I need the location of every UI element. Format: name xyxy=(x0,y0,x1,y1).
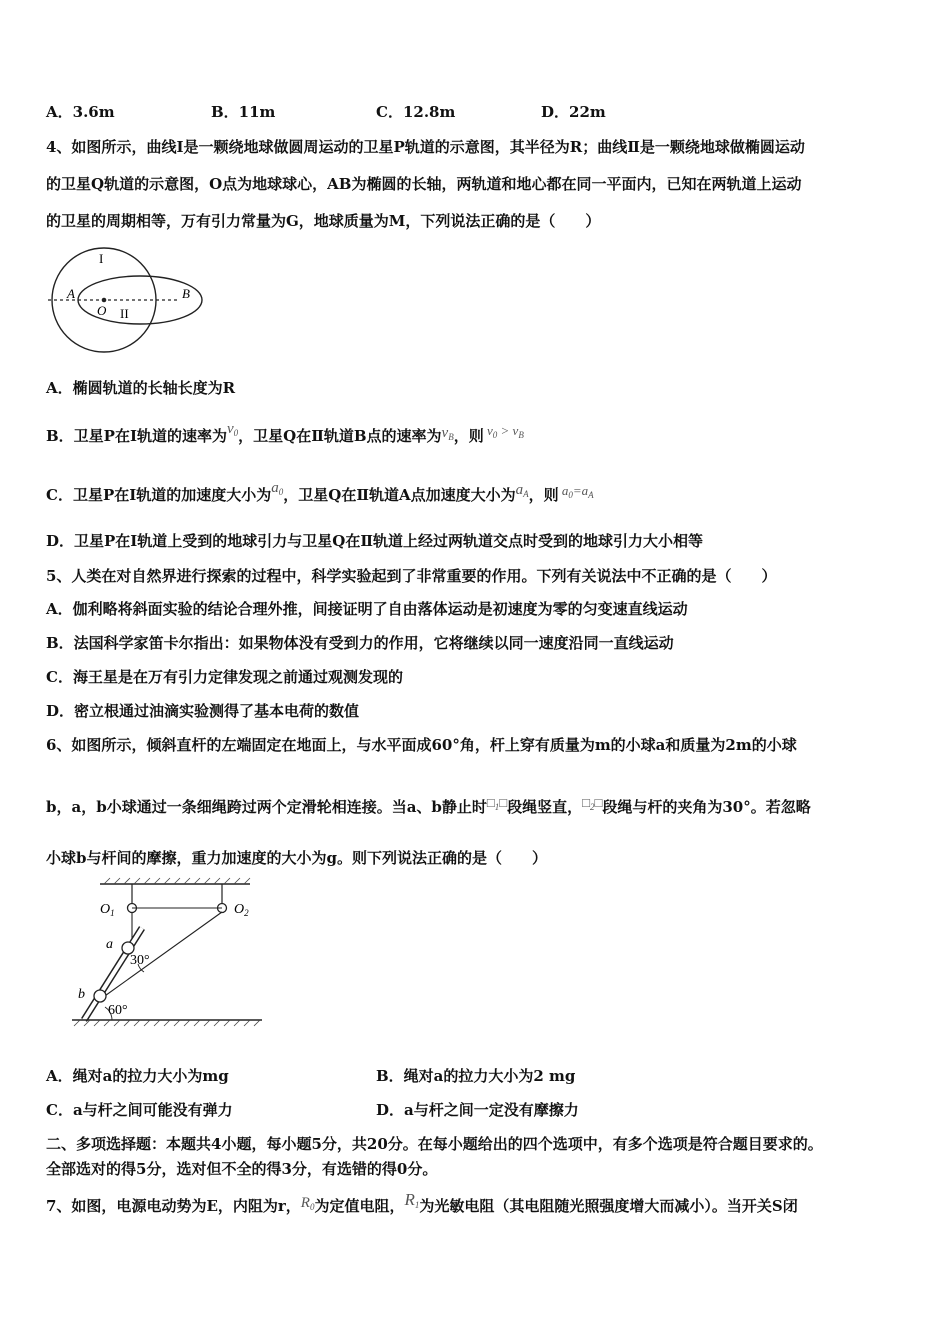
q4-formula-vb: $v_B$ xyxy=(441,425,454,442)
q4-stem-line3: 的卫星的周期相等，万有引力常量为G，地球质量为M，下列说法正确的是（ ） xyxy=(46,212,601,230)
q4-option-c-text3: ，则 xyxy=(528,486,559,504)
q5-option-b: B．法国科学家笛卡尔指出：如果物体没有受到力的作用，它将继续以同一速度沿同一直线运动 xyxy=(46,634,674,652)
label-o2: $O_2$ xyxy=(234,902,249,918)
q5-option-c: C．海王星是在万有引力定律发现之前通过观测发现的 xyxy=(46,668,403,686)
q4-formula-aa: $a_A$ xyxy=(515,482,529,499)
q4-formula-a-relation: $a_0=a_A$ xyxy=(561,483,594,500)
ball-b xyxy=(94,990,106,1002)
q7-formula-r0: $R_0$ xyxy=(300,1195,315,1212)
ground-hatching xyxy=(74,1020,260,1026)
q4-option-b-text2: ，卫星Q在Ⅱ轨道B点的速率为 xyxy=(238,427,442,445)
label-angle-60: 60° xyxy=(108,1003,128,1018)
q6-option-d: D．a与杆之间一定没有摩擦力 xyxy=(376,1101,579,1119)
q5-option-d: D．密立根通过油滴实验测得了基本电荷的数值 xyxy=(46,702,360,720)
q3-option-a: A．3.6m xyxy=(46,103,115,121)
q4-formula-v-relation: $v_0 > v_B$ xyxy=(486,423,524,440)
label-ball-b: b xyxy=(78,987,85,1002)
section2-heading-line2: 全部选对的得5分，选对但不全的得3分，有选错的得0分。 xyxy=(46,1160,438,1178)
q4-option-a: A．椭圆轨道的长轴长度为R xyxy=(46,379,236,397)
q4-stem-line2: 的卫星Q轨道的示意图，O点为地球球心，AB为椭圆的长轴，两轨道和地心都在同一平面内，已知在两轨道上运动 xyxy=(46,175,802,193)
q6-option-b: B．绳对a的拉力大小为2 mg xyxy=(376,1067,576,1085)
q6-stem-line3: 小球b与杆间的摩擦，重力加速度的大小为g。则下列说法正确的是（ ） xyxy=(46,849,547,867)
label-o1: $O_1$ xyxy=(100,902,115,918)
q5-option-a: A．伽利略将斜面实验的结论合理外推，间接证明了自由落体运动是初速度为零的匀变速直线运动 xyxy=(46,600,688,618)
label-center-o: O xyxy=(97,303,107,318)
earth-center-dot xyxy=(102,298,107,303)
q7-stem-line1: 7、如图，电源电动势为E，内阻为r，$R_0$为定值电阻，$R_1$为光敏电阻（其电阻随光照强度增大而减小）。当开关S闭 xyxy=(46,1190,798,1215)
q6-rod-pulley-figure xyxy=(62,872,272,1032)
q4-option-d: D．卫星P在Ⅰ轨道上受到的地球引力与卫星Q在Ⅱ轨道上经过两轨道交点时受到的地球引力大小相等 xyxy=(46,532,704,550)
label-orbit-i: I xyxy=(99,251,104,266)
q6-stem-line1: 6、如图所示，倾斜直杆的左端固定在地面上，与水平面成60°角，杆上穿有质量为m的小球a和质量为2m的小球 xyxy=(46,736,797,754)
q4-option-b-text1: B．卫星P在Ⅰ轨道的速率为 xyxy=(46,427,227,445)
label-angle-30: 30° xyxy=(130,953,150,968)
q6-segment-o1-marker: $□_1□$ xyxy=(486,795,508,812)
q4-option-b xyxy=(46,421,524,451)
q4-formula-v0: $v_0$ xyxy=(226,421,239,438)
q4-option-c xyxy=(46,480,594,510)
ceiling-hatching xyxy=(104,878,250,884)
label-orbit-ii: II xyxy=(120,306,129,321)
q3-option-c: C．12.8m xyxy=(376,103,456,121)
section2-heading-line1: 二、多项选择题：本题共4小题，每小题5分，共20分。在每小题给出的四个选项中，有多个选项是符合题目要求的。 xyxy=(46,1135,823,1153)
q6-segment-o2-marker: $□_2□$ xyxy=(582,795,603,812)
q6-stem-line2: b，a，b小球通过一条细绳跨过两个定滑轮相连接。当a、b静止时$□_1□$段绳竖直，$□_2□$段绳与杆的夹角为30°。若忽略 xyxy=(46,795,811,816)
q3-option-b: B．11m xyxy=(211,103,276,121)
q5-stem: 5、人类在对自然界进行探索的过程中，科学实验起到了非常重要的作用。下列有关说法中不正确的是（ ） xyxy=(46,567,777,585)
label-point-a: A xyxy=(67,286,75,301)
label-point-b: B xyxy=(182,286,190,301)
q4-option-c-text1: C．卫星P在Ⅰ轨道的加速度大小为 xyxy=(46,486,272,504)
q3-option-d: D．22m xyxy=(541,103,606,121)
q4-orbit-figure xyxy=(44,245,214,357)
q4-formula-a0: $a_0$ xyxy=(271,480,284,497)
q4-option-c-text2: ，卫星Q在Ⅱ轨道A点加速度大小为 xyxy=(283,486,516,504)
q6-option-a: A．绳对a的拉力大小为mg xyxy=(46,1067,229,1085)
q4-option-b-text3: ，则 xyxy=(453,427,484,445)
q7-formula-r1: $R_1$ xyxy=(404,1190,420,1210)
label-ball-a: a xyxy=(106,937,113,952)
q4-stem-line1: 4、如图所示，曲线Ⅰ是一颗绕地球做圆周运动的卫星P轨道的示意图，其半径为R；曲线Ⅱ是一颗绕地球做椭圆运动 xyxy=(46,138,805,156)
rope-o2-to-b xyxy=(102,912,222,998)
q6-option-c: C．a与杆之间可能没有弹力 xyxy=(46,1101,233,1119)
